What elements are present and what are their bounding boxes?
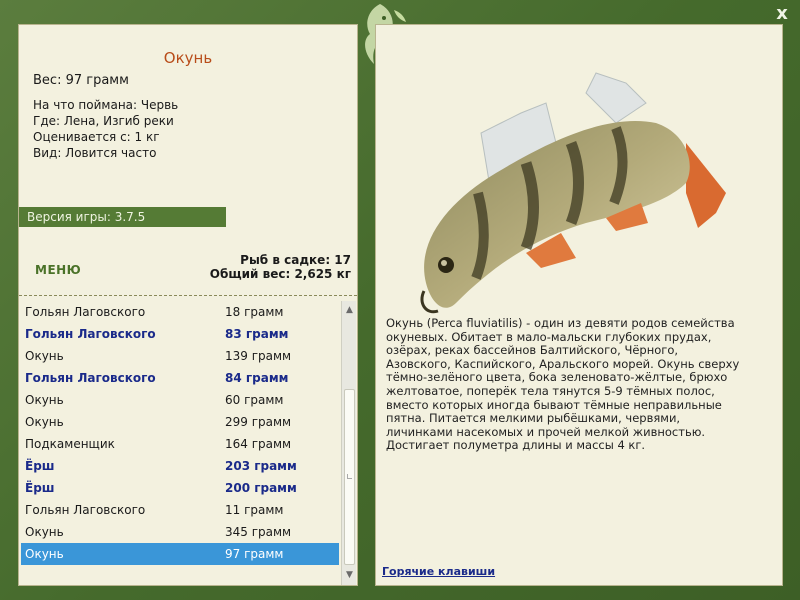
divider [19, 295, 357, 296]
catch-row-name: Окунь [25, 349, 64, 363]
hotkeys-link[interactable]: Горячие клавиши [382, 565, 496, 578]
catch-row-weight: 200 грамм [225, 481, 297, 495]
catch-row-weight: 345 грамм [225, 525, 292, 539]
catch-row-weight: 164 грамм [225, 437, 292, 451]
catch-info-panel [18, 24, 358, 586]
fish-description: Окунь (Perca fluviatilis) - один из девяти родов семейства окуневых. Обитает в мало-мальски глубоких прудах, озёрах, реках бассейнов Балтийского, Чёрного, Азовского, Каспийского, Аральского морей. Окунь сверху тёмно-зелёного цвета, бока зеленовато-жёлтые, брюхо желтоватое, поперёк тела тянутся 5-9 тёмных полос, вместо которых иногда бывают тёмные неправильные пятна. Питается мелкими рыбёшками, червями, личинками насекомых и прочей мелкой живностью. Достигает полуметра длины и массы 4 кг. [386, 316, 740, 453]
catch-row[interactable] [21, 301, 339, 323]
catch-row[interactable] [21, 477, 339, 499]
catch-row-weight: 299 грамм [225, 415, 292, 429]
fish-location: Где: Лена, Изгиб реки [33, 114, 174, 128]
catch-list[interactable] [21, 301, 339, 585]
catch-row-name: Гольян Лаговского [25, 371, 156, 385]
scroll-up-arrow-icon[interactable]: ▲ [346, 305, 353, 315]
catch-row-weight: 203 грамм [225, 459, 297, 473]
catch-row-weight: 139 грамм [225, 349, 292, 363]
fish-bait: На что поймана: Червь [33, 98, 179, 112]
catch-row-name: Окунь [25, 393, 64, 407]
close-icon[interactable]: x [776, 3, 788, 24]
catch-row[interactable] [21, 345, 339, 367]
catch-row[interactable] [21, 433, 339, 455]
scroll-thumb[interactable] [344, 389, 355, 565]
catch-row-weight: 84 грамм [225, 371, 289, 385]
catch-row-name: Ёрш [25, 459, 55, 473]
catch-row[interactable] [21, 389, 339, 411]
fish-detail-panel [375, 24, 783, 586]
menu-button[interactable]: МЕНЮ [35, 263, 82, 277]
fish-weight: Вес: 97 грамм [33, 73, 129, 88]
catch-row-weight: 83 грамм [225, 327, 289, 341]
catch-row[interactable] [21, 543, 339, 565]
catch-list-scrollbar[interactable] [341, 301, 356, 585]
fish-valued: Оценивается с: 1 кг [33, 130, 160, 144]
catch-row-name: Подкаменщик [25, 437, 115, 451]
total-weight: Общий вес: 2,625 кг [209, 267, 351, 281]
keepnet-stats [210, 253, 351, 281]
catch-row-name: Окунь [25, 525, 64, 539]
catch-row[interactable] [21, 367, 339, 389]
catch-row[interactable] [21, 411, 339, 433]
catch-row[interactable] [21, 323, 339, 345]
catch-row-weight: 18 грамм [225, 305, 284, 319]
fish-title: Окунь [163, 49, 213, 67]
catch-row[interactable] [21, 521, 339, 543]
catch-row-weight: 97 грамм [225, 547, 284, 561]
scroll-down-arrow-icon[interactable]: ▼ [346, 570, 353, 580]
perch-image [386, 53, 746, 323]
fish-count: Рыб в садке: 17 [240, 253, 351, 267]
catch-row-name: Гольян Лаговского [25, 305, 146, 319]
grip-icon [347, 474, 352, 479]
catch-row[interactable] [21, 455, 339, 477]
catch-row-name: Окунь [25, 415, 64, 429]
game-version: Версия игры: 3.7.5 [19, 207, 226, 227]
catch-row-weight: 60 грамм [225, 393, 284, 407]
catch-row-weight: 11 грамм [225, 503, 284, 517]
catch-row-name: Гольян Лаговского [25, 327, 156, 341]
fish-species: Вид: Ловится часто [33, 146, 157, 160]
catch-row-name: Гольян Лаговского [25, 503, 146, 517]
catch-row-name: Ёрш [25, 481, 55, 495]
fish-info [33, 97, 178, 161]
catch-row-name: Окунь [25, 547, 64, 561]
catch-row[interactable] [21, 499, 339, 521]
